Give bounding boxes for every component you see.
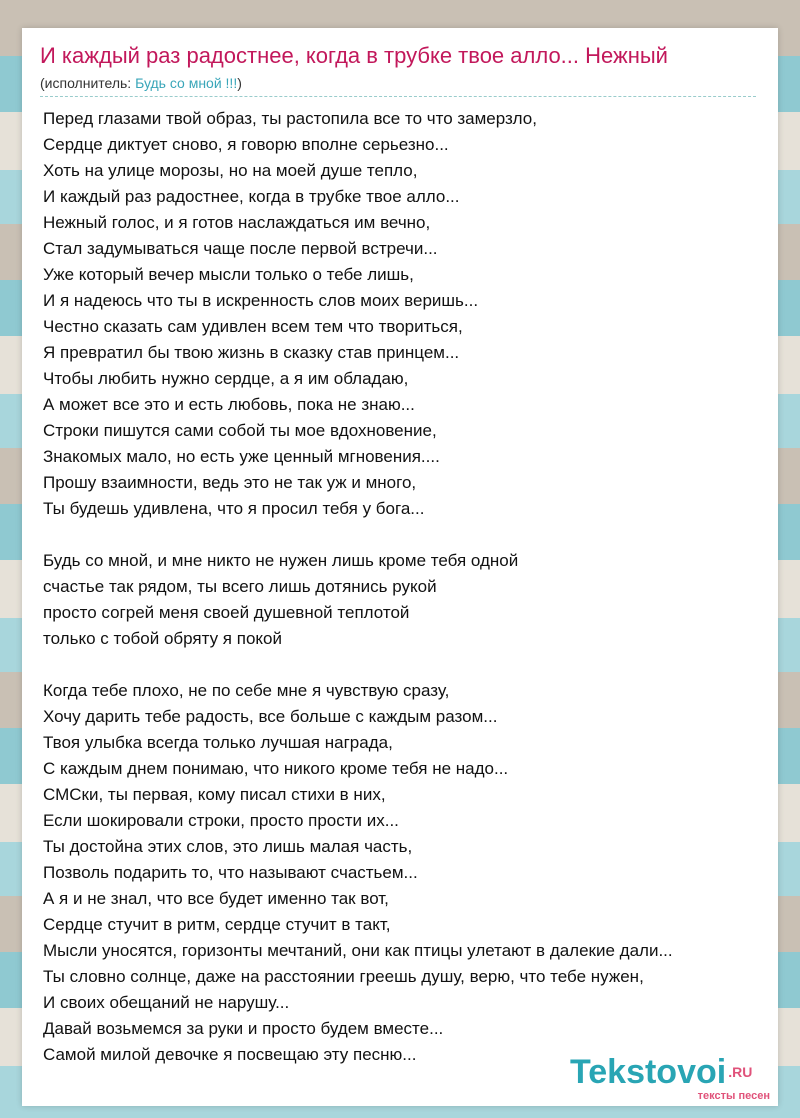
lyrics-sheet	[22, 28, 778, 1106]
lyric-line: Давай возьмемся за руки и просто будем вместе...	[43, 1019, 444, 1038]
lyric-line: Стал задумываться чаще после первой встречи...	[43, 239, 438, 258]
lyric-line: Честно сказать сам удивлен всем тем что твориться,	[43, 317, 463, 336]
lyric-line: И я надеюсь что ты в искренность слов моих веришь...	[43, 291, 479, 310]
lyric-line: Твоя улыбка всегда только лучшая награда,	[43, 733, 393, 752]
logo-brand: Tekstovoi	[570, 1053, 727, 1091]
lyric-line: Мысли уносятся, горизонты мечтаний, они как птицы улетают в далекие дали...	[43, 941, 673, 960]
lyric-line: счастье так рядом, ты всего лишь дотянись рукой	[43, 577, 437, 596]
lyric-line: С каждым днем понимаю, что никого кроме тебя не надо...	[43, 759, 509, 778]
artist-line	[40, 74, 242, 92]
site-logo[interactable]	[570, 1054, 780, 1104]
lyric-line: Нежный голос, и я готов наслаждаться им вечно,	[43, 213, 431, 232]
lyric-line: Уже который вечер мысли только о тебе лишь,	[43, 265, 414, 284]
lyric-line: Позволь подарить то, что называют счастьем...	[43, 863, 418, 882]
artist-link[interactable]: Будь со мной !!!	[135, 75, 238, 91]
lyric-line: Хоть на улице морозы, но на моей душе тепло,	[43, 161, 418, 180]
lyric-line: А я и не знал, что все будет именно так вот,	[43, 889, 389, 908]
lyric-line: СМСки, ты первая, кому писал стихи в них,	[43, 785, 386, 804]
lyric-line: Я превратил бы твою жизнь в сказку став принцем...	[43, 343, 460, 362]
lyric-line: Ты будешь удивлена, что я просил тебя у бога...	[43, 499, 425, 518]
logo-tld: .RU	[728, 1064, 753, 1080]
lyric-line: Если шокировали строки, просто прости их...	[43, 811, 399, 830]
lyric-line: Сердце стучит в ритм, сердце стучит в такт,	[43, 915, 391, 934]
page-title: И каждый раз радостнее, когда в трубке твое алло... Нежный	[40, 43, 668, 68]
lyric-line: Ты достойна этих слов, это лишь малая часть,	[43, 837, 413, 856]
lyric-line	[43, 522, 800, 548]
lyric-line: Самой милой девочке я посвещаю эту песню...	[43, 1045, 417, 1064]
lyric-line: Хочу дарить тебе радость, все больше с каждым разом...	[43, 707, 498, 726]
title-divider	[40, 96, 756, 97]
lyric-line: Будь со мной, и мне никто не нужен лишь кроме тебя одной	[43, 551, 519, 570]
lyric-line: Чтобы любить нужно сердце, а я им обладаю,	[43, 369, 409, 388]
lyric-line: только с тобой обряту я покой	[43, 629, 282, 648]
lyric-line: просто согрей меня своей душевной теплотой	[43, 603, 410, 622]
lyric-line: А может все это и есть любовь, пока не знаю...	[43, 395, 415, 414]
logo-subtitle: тексты песен	[697, 1090, 770, 1102]
lyric-line: И каждый раз радостнее, когда в трубке твое алло...	[43, 187, 460, 206]
lyric-line	[43, 652, 800, 678]
lyric-line: И своих обещаний не нарушу...	[43, 993, 290, 1012]
lyrics-text	[43, 106, 800, 1068]
artist-suffix: )	[237, 75, 242, 91]
lyric-line: Перед глазами твой образ, ты растопила все то что замерзло,	[43, 109, 537, 128]
lyric-line: Ты словно солнце, даже на расстоянии греешь душу, верю, что тебе нужен,	[43, 967, 644, 986]
lyric-line: Когда тебе плохо, не по себе мне я чувствую сразу,	[43, 681, 450, 700]
lyric-line: Знакомых мало, но есть уже ценный мгновения....	[43, 447, 440, 466]
artist-prefix: (исполнитель:	[40, 75, 136, 91]
lyric-line: Сердце диктует сново, я говорю вполне серьезно...	[43, 135, 449, 154]
lyric-line: Прошу взаимности, ведь это не так уж и много,	[43, 473, 417, 492]
lyric-line: Строки пишутся сами собой ты мое вдохновение,	[43, 421, 437, 440]
